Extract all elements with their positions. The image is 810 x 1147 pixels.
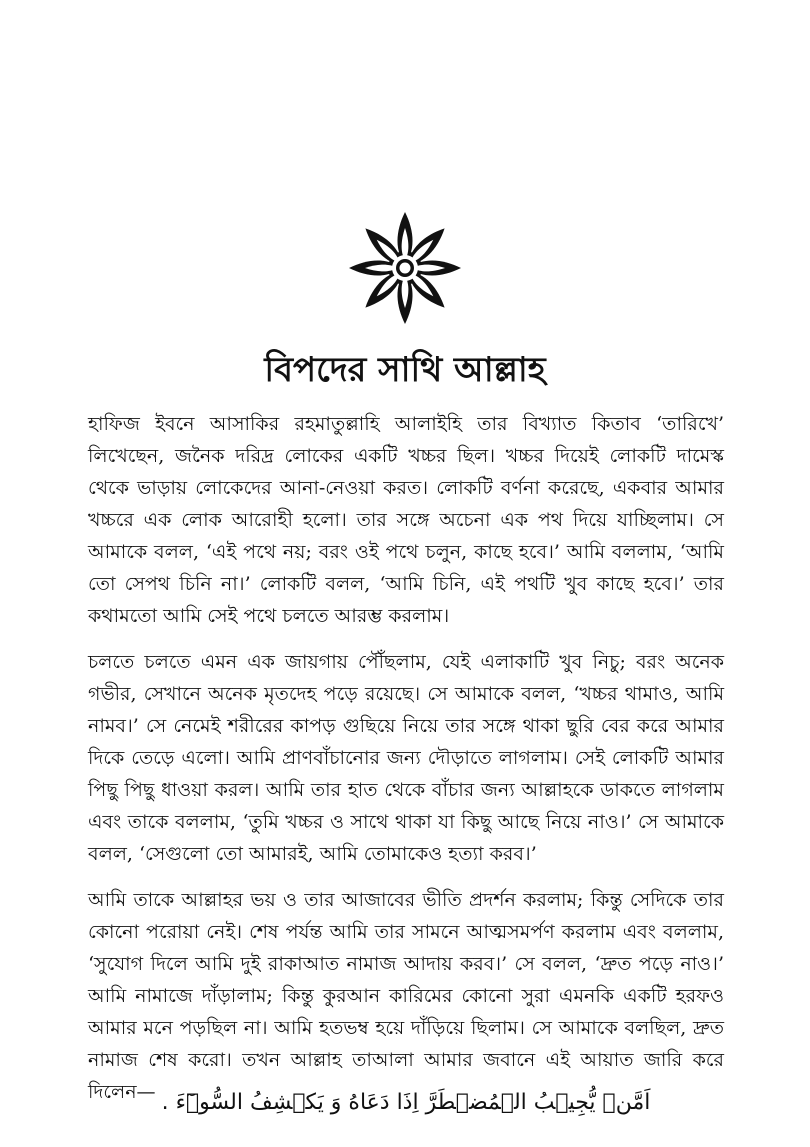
paragraph-2: চলতে চলতে এমন এক জায়গায় পৌঁছলাম, যেই এলাকাটি খুব নিচু; বরং অনেক গভীর, সেখানে অনেক মৃতদেহ পড়ে রয়েছে। সে আমাকে বলল, ‘খচ্চর থামাও, আমি নামব।’ সে নেমেই শরীরের কাপড় গুছিয়ে নিয়ে তার সঙ্গে থাকা ছুরি বের করে আমার দিকে তেড়ে এলো। আমি প্রাণবাঁচানোর জন্য দৌড়াতে লাগলাম। সেই লোকটি আমার পিছু পিছু ধাওয়া করল। আমি তার হাত থেকে বাঁচার জন্য আল্লাহকে ডাকতে লাগলাম এবং তাকে বললাম, ‘তুমি খচ্চর ও সাথে থাকা যা কিছু আছে নিয়ে নাও।’ সে আমাকে বলল, ‘সেগুলো তো আমারই, আমি তোমাকেও হত্যা করব।’ bbox=[88, 651, 724, 865]
paragraph-1: হাফিজ ইবনে আসাকির রহমাতুল্লাহি আলাইহি তার বিখ্যাত কিতাব ‘তারিখে’ লিখেছেন, জনৈক দরিদ্র লোকের একটি খচ্চর ছিল। খচ্চর দিয়েই লোকটি দামেস্ক থেকে ভাড়ায় লোকেদের আনা-নেওয়া করত। লোকটি বর্ণনা করেছে, একবার আমার খচ্চরে এক লোক আরোহী হলো। তার সঙ্গে অচেনা এক পথ দিয়ে যাচ্ছিলাম। সে আমাকে বলল, ‘এই পথে নয়; বরং ওই পথে চলুন, কাছে হবে।’ আমি বললাম, ‘আমি তো সেপথ চিনি না।’ লোকটি বলল, ‘আমি চিনি, এই পথটি খুব কাছে হবে।’ তার কথামতো আমি সেই পথে চলতে আরম্ভ করলাম। bbox=[88, 413, 724, 627]
flower-ornament-icon bbox=[345, 208, 465, 328]
body-text bbox=[88, 408, 724, 1122]
chapter-title: বিপদের সাথি আল্লাহ bbox=[264, 350, 546, 390]
quran-verse: اَمَّنۡ یُّجِیۡبُ الۡمُضۡطَرَّ اِذَا دَعَاهُ وَ یَکۡشِفُ السُّوۡٓءَ . bbox=[161, 1090, 651, 1115]
paragraph-3: আমি তাকে আল্লাহর ভয় ও তার আজাবের ভীতি প্রদর্শন করলাম; কিন্তু সেদিকে তার কোনো পরোয়া নেই। শেষ পর্যন্ত আমি তার সামনে আত্মসমর্পণ করলাম এবং বললাম, ‘সুযোগ দিলে আমি দুই রাকাআত নামাজ আদায় করব।’ সে বলল, ‘দ্রুত পড়ে নাও।’ আমি নামাজে দাঁড়ালাম; কিন্তু কুরআন কারিমের কোনো সুরা এমনকি একটি হরফও আমার মনে পড়ছিল না। আমি হতভম্ব হয়ে দাঁড়িয়ে ছিলাম। সে আমাকে বলছিল, দ্রুত নামাজ শেষ করো। তখন আল্লাহ তাআলা আমার জবানে এই আয়াত জারি করে দিলেন— bbox=[88, 889, 724, 1103]
